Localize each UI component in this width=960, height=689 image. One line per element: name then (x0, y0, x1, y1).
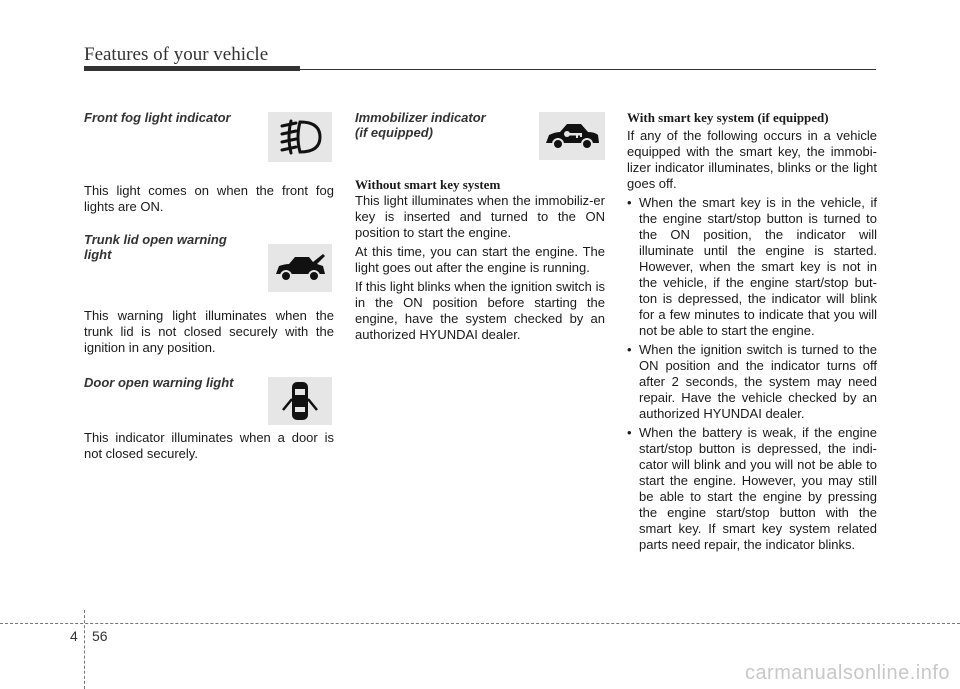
without-smart-key-heading: Without smart key system (355, 177, 501, 192)
with-smart-key-heading: With smart key system (if equipped) (627, 110, 829, 125)
immobilizer-car-key-icon (539, 112, 605, 160)
chapter-number: 4 (70, 628, 78, 644)
immobilizer-text-3: If this light blinks when the ignition switch is in the ON position before starting the engine, have the system checked by an authorized HYUNDAI dealer. (355, 279, 605, 342)
trunk-open-icon (268, 244, 332, 292)
immobilizer-heading: Immobilizer indicator (if equipped) (355, 110, 486, 140)
page-title: Features of your vehicle (84, 44, 269, 65)
watermark: carmanualsonline.info (744, 662, 950, 684)
front-fog-light-icon (268, 112, 332, 162)
door-open-icon (268, 377, 332, 425)
immobilizer-text-1: This light illuminates when the immobiliz-er key is inserted and turned to the ON position to start the engine. (355, 193, 605, 240)
footer-rule (0, 623, 960, 624)
list-item: • When the battery is weak, if the engine start/stop button is depressed, the indi-cator will blink and you will not be able to start the engine. However, you may still be able to start the engine by pressing the engine start/stop button with the smart key. If smart key system related parts need repair, the indicator blinks. (627, 425, 877, 553)
smart-key-bullet-list (627, 195, 877, 553)
trunk-text: This warning light illuminates when the trunk lid is not closed securely with the ignition in any position. (84, 308, 334, 355)
footer-divider (84, 610, 85, 689)
page-number: 56 (92, 628, 108, 644)
smart-key-intro: If any of the following occurs in a vehicle equipped with the smart key, the immobi-lizer indicator illuminates, blinks or the light goes off. (627, 128, 877, 191)
list-item: • When the ignition switch is turned to the ON position and the indicator turns off after 2 seconds, the system may need repair. Have the vehicle checked by an authorized HYUNDAI dealer. (627, 342, 877, 422)
fog-heading: Front fog light indicator (84, 110, 231, 125)
column-right (627, 110, 877, 556)
header-bar (84, 66, 300, 71)
fog-text: This light comes on when the front fog lights are ON. (84, 183, 334, 214)
door-text: This indicator illuminates when a door is not closed securely. (84, 430, 334, 461)
immobilizer-text-2: At this time, you can start the engine. The light goes out after the engine is running. (355, 244, 605, 275)
list-item: • When the smart key is in the vehicle, if the engine start/stop button is turned to the ON position, the indicator will illuminate until the engine is started. However, when the smart key is not in the vehicle, if the engine start/stop but-ton is depressed, the indicator will blink for a few minutes to indicate that you will not be able to start the engine. (627, 195, 877, 339)
door-heading: Door open warning light (84, 375, 234, 390)
trunk-heading: Trunk lid open warning light (84, 232, 227, 262)
header-rule (300, 69, 876, 70)
